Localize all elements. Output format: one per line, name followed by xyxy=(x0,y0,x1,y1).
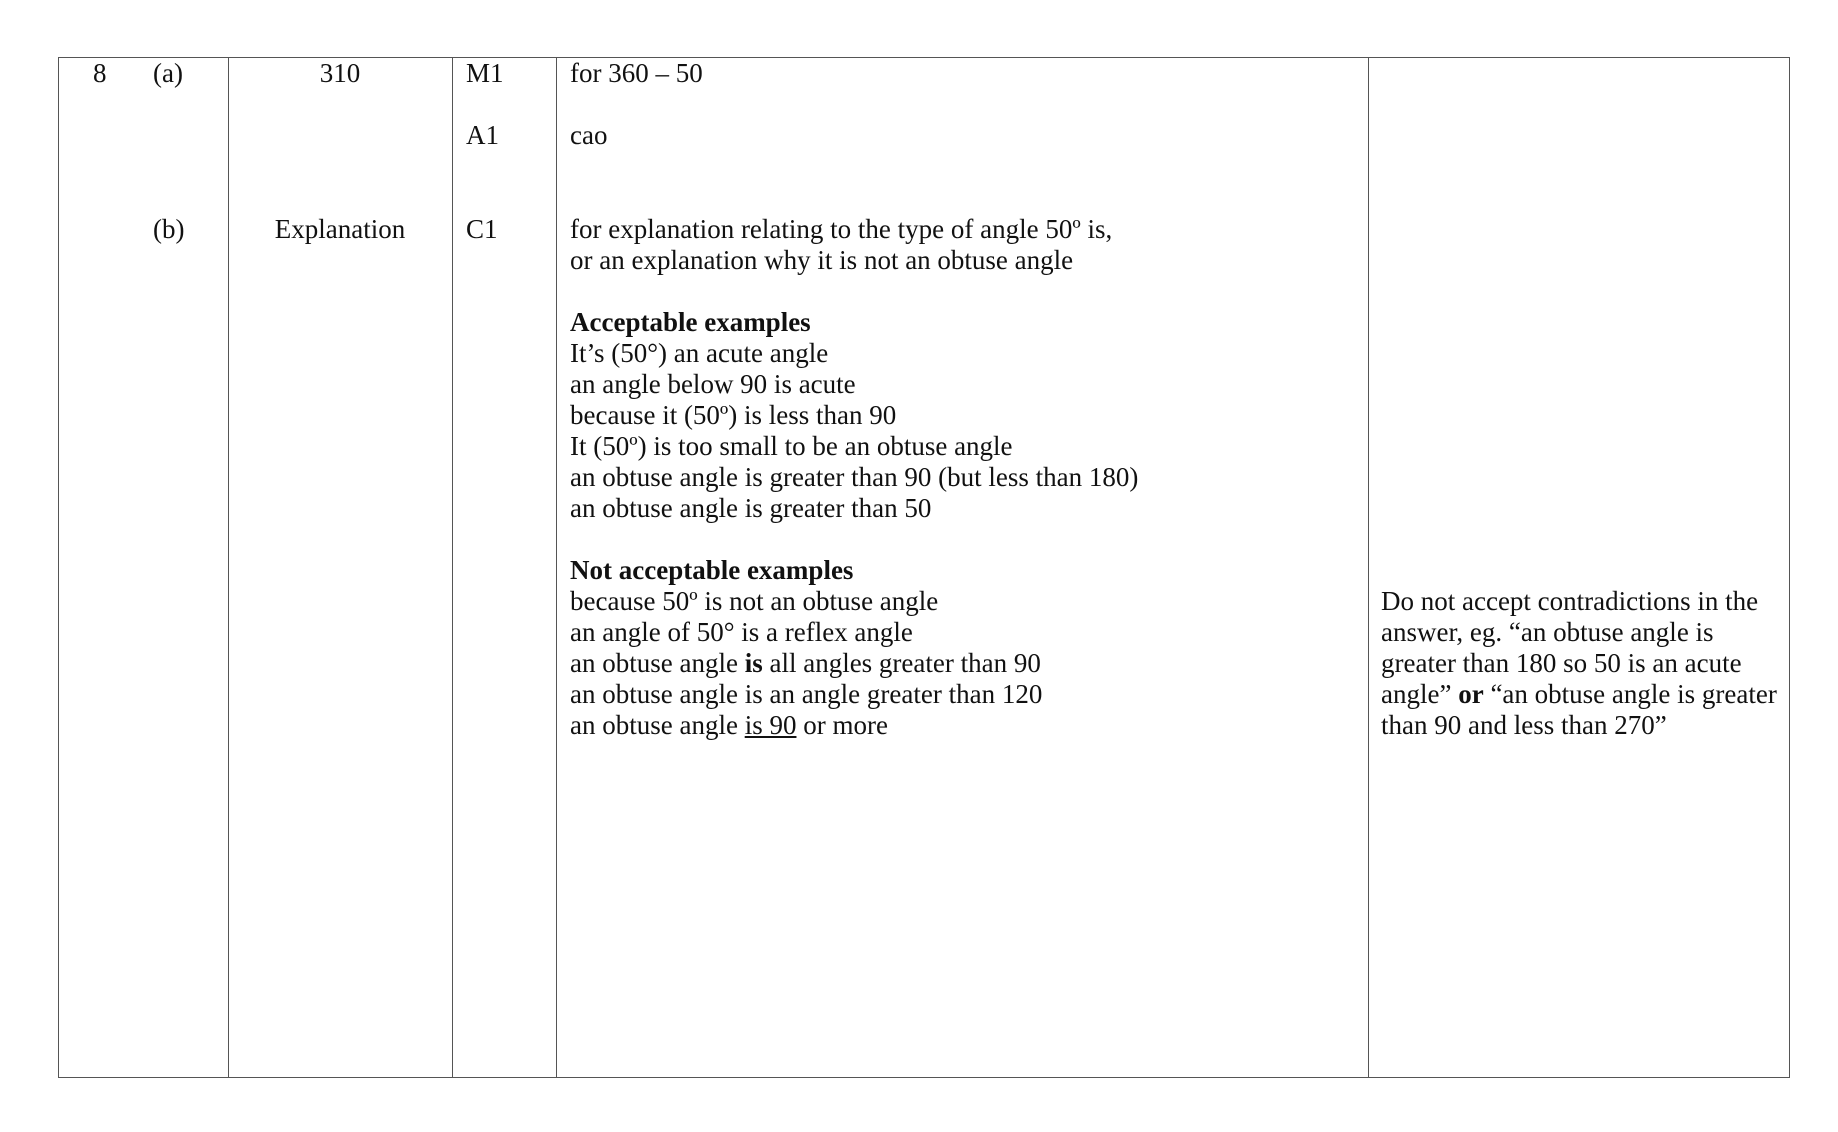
guidance-line xyxy=(1381,679,1777,710)
column-divider-answer xyxy=(228,58,229,1077)
text-run: or more xyxy=(796,710,888,740)
acceptable-example: because it (50º) is less than 90 xyxy=(570,400,897,430)
column-divider-guidance xyxy=(1368,58,1369,1077)
not-acceptable-example: an angle of 50° is a reflex angle xyxy=(570,617,913,647)
not-acceptable-examples-heading: Not acceptable examples xyxy=(570,555,854,585)
text-run: an obtuse angle xyxy=(570,648,745,678)
part-b-mark-c1: C1 xyxy=(466,214,498,244)
acceptable-example: an angle below 90 is acute xyxy=(570,369,856,399)
acceptable-example: It’s (50°) an acute angle xyxy=(570,338,829,368)
text-run: angle” xyxy=(1381,679,1459,709)
part-b-notes xyxy=(570,214,1112,276)
column-divider-notes xyxy=(556,58,557,1077)
part-a-label: (a) xyxy=(153,58,183,88)
guidance-notes xyxy=(1381,586,1777,741)
not-acceptable-examples xyxy=(570,555,1042,741)
acceptable-examples xyxy=(570,307,1138,524)
question-number: 8 xyxy=(93,58,107,88)
guidance-line: than 90 and less than 270” xyxy=(1381,710,1667,740)
text-run: “an obtuse angle is greater xyxy=(1483,679,1777,709)
part-a-note-a1: cao xyxy=(570,120,608,150)
bold-text-run: or xyxy=(1458,679,1484,709)
acceptable-example: an obtuse angle is greater than 90 (but less than 180) xyxy=(570,462,1139,492)
not-acceptable-example xyxy=(570,710,1042,741)
part-b-note-line: or an explanation why it is not an obtuse angle xyxy=(570,245,1074,275)
guidance-line: answer, eg. “an obtuse angle is xyxy=(1381,617,1714,647)
guidance-line: greater than 180 so 50 is an acute xyxy=(1381,648,1742,678)
part-b-label: (b) xyxy=(153,214,185,244)
part-a-mark-m1: M1 xyxy=(466,58,504,88)
acceptable-examples-heading: Acceptable examples xyxy=(570,307,811,337)
underlined-text-run: is 90 xyxy=(744,710,797,740)
guidance-line: Do not accept contradictions in the xyxy=(1381,586,1759,616)
acceptable-example: It (50º) is too small to be an obtuse angle xyxy=(570,431,1013,461)
part-a-note-m1: for 360 – 50 xyxy=(570,58,703,88)
part-a-answer: 310 xyxy=(319,58,361,88)
part-a-mark-a1: A1 xyxy=(466,120,499,150)
text-run: an obtuse angle xyxy=(570,710,745,740)
part-b-note-line: for explanation relating to the type of angle 50º is, xyxy=(570,214,1113,244)
not-acceptable-example: because 50º is not an obtuse angle xyxy=(570,586,939,616)
column-divider-mark xyxy=(452,58,453,1077)
part-b-answer: Explanation xyxy=(274,214,406,244)
bold-text-run: is xyxy=(744,648,763,678)
not-acceptable-example: an obtuse angle is an angle greater than 120 xyxy=(570,679,1043,709)
text-run: all angles greater than 90 xyxy=(762,648,1041,678)
acceptable-example: an obtuse angle is greater than 50 xyxy=(570,493,932,523)
not-acceptable-example xyxy=(570,648,1042,679)
